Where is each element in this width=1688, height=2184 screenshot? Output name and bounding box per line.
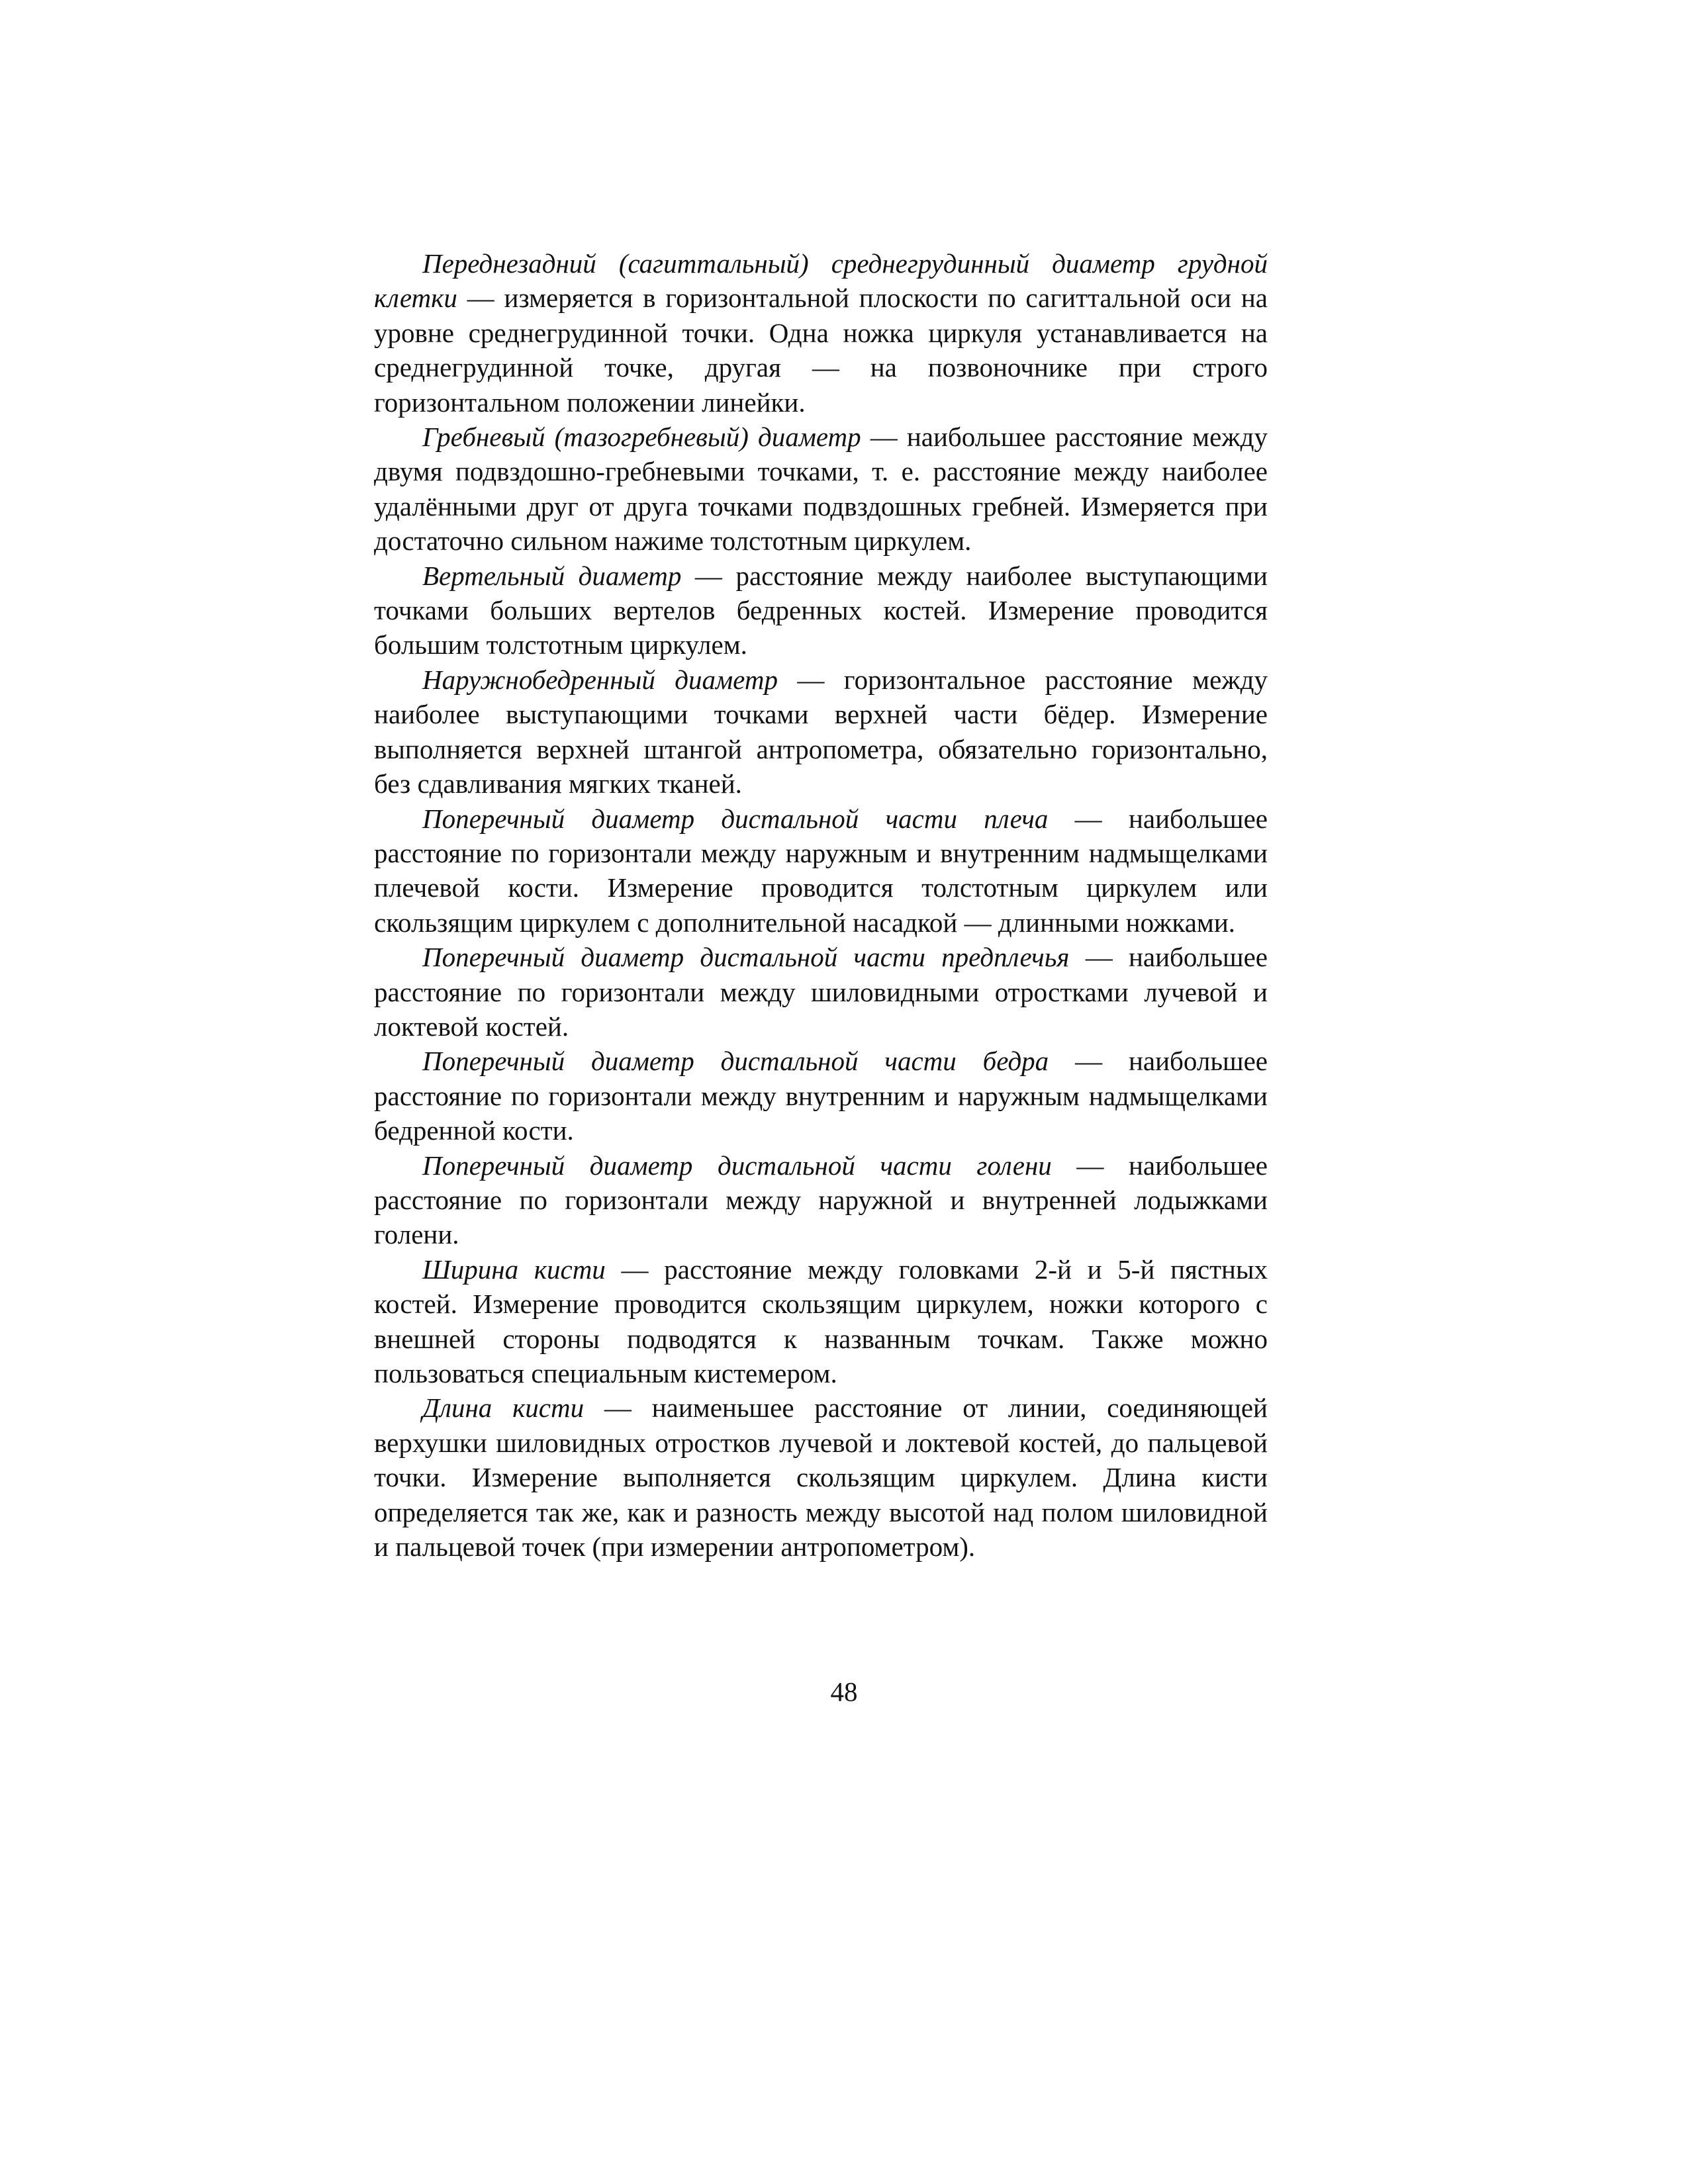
body-text [374,246,1268,1564]
definition: — наибольшее расстояние по горизонтали между внутренним и наружным надмыщелками бедренной кости. [374,1046,1268,1146]
term: Наружнобедренный диаметр [422,664,778,695]
paragraph-shin-diameter [374,1148,1268,1252]
term: Длина кисти [422,1392,585,1424]
definition: — наибольшее расстояние по горизонтали между наружной и внутренней лодыжками голени. [374,1150,1268,1250]
paragraph-crest-diameter [374,420,1268,559]
term: Вертельный диаметр [422,560,682,591]
paragraph-sagittal-diameter [374,246,1268,420]
paragraph-femur-diameter [374,1044,1268,1148]
paragraph-hand-width [374,1252,1268,1391]
definition: — наибольшее расстояние между двумя подвздошно-гребневыми точками, т. е. расстояние между наиболее удалёнными друг от друга точками подвздошных гребней. Измеряется при достаточно сильном нажиме толстотным циркулем. [374,422,1268,557]
definition: — расстояние между наиболее выступающими точками больших вертелов бедренных костей. Измерение проводится большим толстотным циркулем. [374,560,1268,660]
term: Гребневый (тазогребневый) диаметр [422,422,861,453]
paragraph-humerus-diameter [374,801,1268,940]
page-number: 48 [830,1676,858,1707]
term: Поперечный диаметр дистальной части бедра [422,1046,1049,1077]
term: Переднезадний (сагиттальный) среднегрудинный диаметр грудной клетки [374,248,1268,314]
term: Поперечный диаметр дистальной части голени [422,1150,1052,1181]
paragraph-hand-length [374,1390,1268,1564]
definition: — наибольшее расстояние по горизонтали между шиловидными отростками лучевой и локтевой костей. [374,942,1268,1042]
definition: — расстояние между головками 2-й и 5-й пястных костей. Измерение проводится скользящим циркулем, ножки которого с внешней стороны подводятся к названным точкам. Также можно пользоваться специальным кистемером. [374,1253,1268,1388]
definition: — наибольшее расстояние по горизонтали между наружным и внутренним надмыщелками плечевой кости. Измерение проводится толстотным циркулем или скользящим циркулем с дополнительной насадкой — длинными ножками. [374,803,1268,938]
term: Поперечный диаметр дистальной части плеча [422,803,1049,834]
definition: — наименьшее расстояние от линии, соединяющей верхушки шиловидных отростков лучевой и локтевой костей, до пальцевой точки. Измерение выполняется скользящим циркулем. Длина кисти определяется так же, как и разность между высотой над полом шиловидной и пальцевой точек (при измерении антропометром). [374,1392,1268,1563]
term: Поперечный диаметр дистальной части предплечья [422,942,1070,973]
definition: — горизонтальное расстояние между наиболее выступающими точками верхней части бёдер. Измерение выполняется верхней штангой антропометра, обязательно горизонтально, без сдавливания мягких тканей. [374,664,1268,799]
paragraph-outer-thigh-diameter [374,662,1268,801]
paragraph-forearm-diameter [374,940,1268,1044]
paragraph-trochanter-diameter [374,559,1268,662]
definition: — измеряется в горизонтальной плоскости по сагиттальной оси на уровне среднегрудинной точки. Одна ножка циркуля устанавливается на среднегрудинной точке, другая — на позвоночнике при строго горизонтальном положении линейки. [374,283,1268,418]
term: Ширина кисти [422,1253,606,1285]
